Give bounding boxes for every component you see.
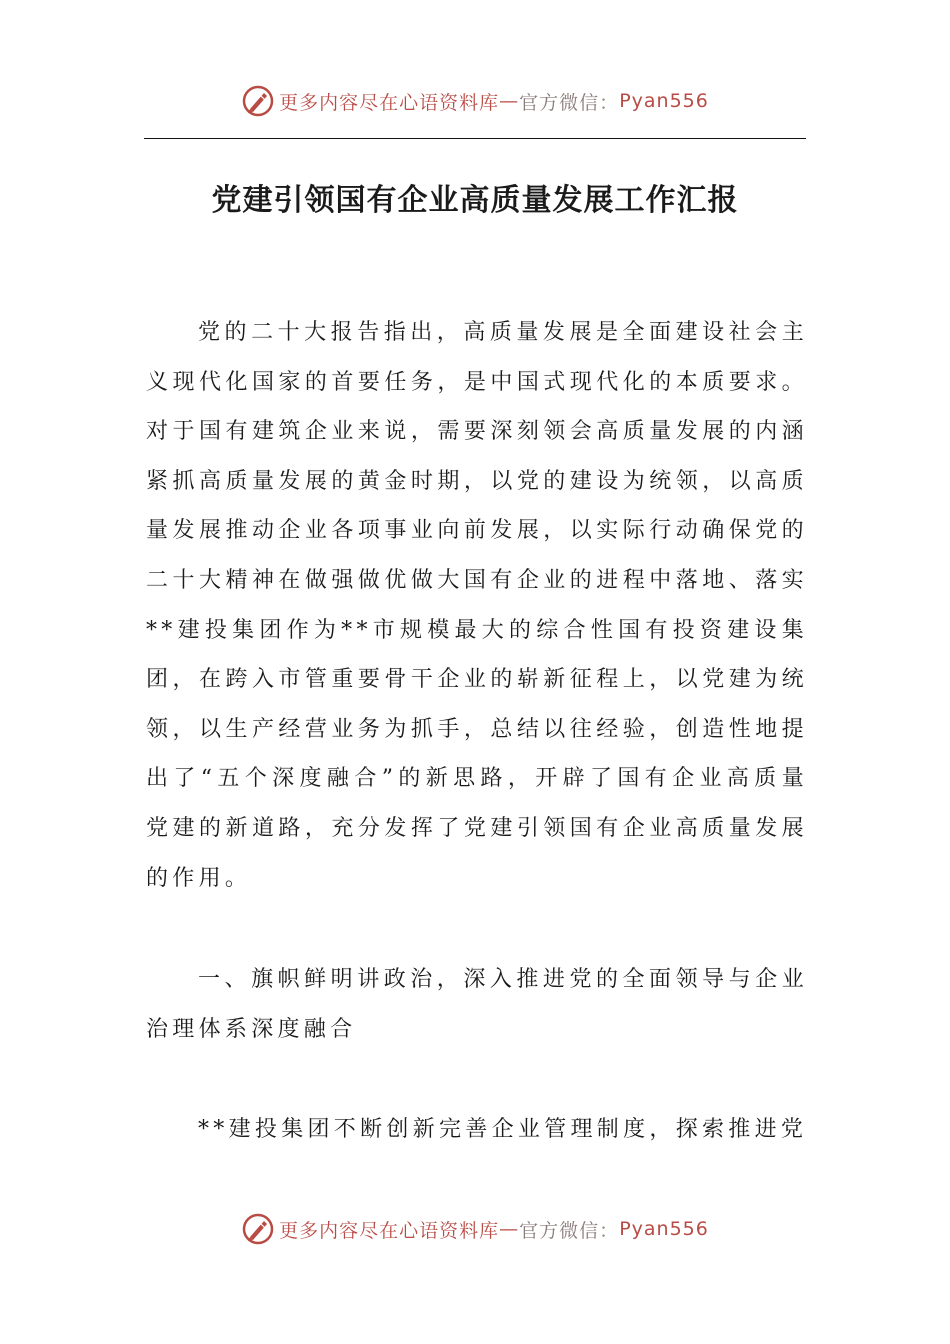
watermark-sub-text: 官方微信： <box>519 91 620 114</box>
footer-watermark <box>0 1212 950 1246</box>
watermark-main-text: 更多内容尽在心语资料库 <box>279 91 500 114</box>
body-paragraph-section-1: **建投集团不断创新完善企业管理制度，探索推进党 <box>198 1117 808 1142</box>
watermark-sub-text: 官方微信： <box>519 1219 620 1242</box>
header-watermark <box>0 84 950 118</box>
watermark-main-text: 更多内容尽在心语资料库 <box>279 1219 500 1242</box>
pen-logo-icon <box>241 1212 275 1246</box>
section-heading-1: 一、旗帜鲜明讲政治，深入推进党的全面领导与企业治理体系深度融合 <box>146 967 808 1042</box>
header-rule <box>144 138 806 139</box>
watermark-dash: — <box>499 1218 520 1240</box>
watermark-dash: — <box>499 90 520 112</box>
watermark-wechat-id: Pyan556 <box>619 1218 709 1240</box>
pen-logo-icon <box>241 84 275 118</box>
document-title: 党建引领国有企业高质量发展工作汇报 <box>211 183 739 218</box>
body-paragraph-intro: 党的二十大报告指出，高质量发展是全面建设社会主义现代化国家的首要任务，是中国式现代化的本质要求。对于国有建筑企业来说，需要深刻领会高质量发展的内涵紧抓高质量发展的黄金时期，以党的建设为统领，以高质量发展推动企业各项事业向前发展，以实际行动确保党的二十大精神在做强做优做大国有企业的进程中落地、落实**建投集团作为**市规模最大的综合性国有投资建设集团，在跨入市管重要骨干企业的崭新征程上，以党建为统领，以生产经营业务为抓手，总结以往经验，创造性地提出了“五个深度融合”的新思路，开辟了国有企业高质量党建的新道路，充分发挥了党建引领国有企业高质量发展的作用。 <box>146 320 808 891</box>
watermark-wechat-id: Pyan556 <box>619 90 709 112</box>
